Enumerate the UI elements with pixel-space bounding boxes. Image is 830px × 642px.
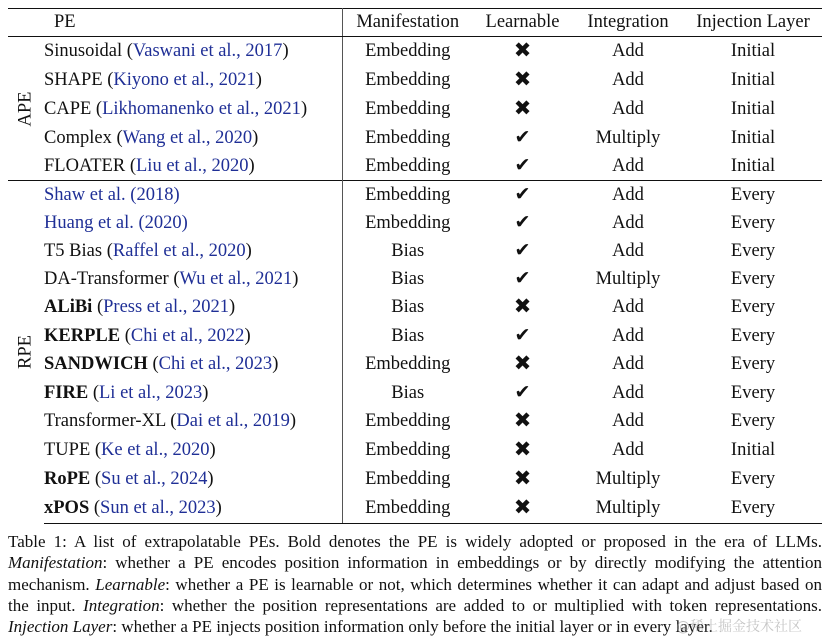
injection-layer-cell: Every xyxy=(730,469,776,489)
pe-name-cell: FLOATER (Liu et al., 2020) xyxy=(44,152,342,181)
citation-link[interactable]: Wang et al., 2020 xyxy=(122,127,253,148)
manifestation-cell: Embedding xyxy=(365,127,451,148)
table-row xyxy=(8,494,822,524)
injection-layer-cell: Every xyxy=(684,181,822,210)
table-row xyxy=(8,124,822,152)
citation-link[interactable]: Likhomanenko et al., 2021 xyxy=(102,99,301,119)
pe-name-cell xyxy=(44,209,342,237)
learnable-cell xyxy=(473,152,572,181)
learnable-cell xyxy=(473,124,572,152)
pe-name-cell: Transformer-XL (Dai et al., 2019) xyxy=(44,407,342,436)
pe-name: KERPLE xyxy=(44,325,121,346)
pe-name: FLOATER xyxy=(44,155,126,176)
cross-icon: ✖ xyxy=(513,495,532,519)
citation-link[interactable]: Dai et al., 2019 xyxy=(176,411,290,431)
pe-name-cell: RoPE (Su et al., 2024) xyxy=(44,465,342,494)
check-icon: ✔ xyxy=(514,324,531,346)
citation-link[interactable]: Li et al., 2023 xyxy=(99,382,203,403)
table-container xyxy=(8,8,822,524)
caption-learnable-term: Learnable xyxy=(95,574,166,594)
pe-name: T5 Bias xyxy=(44,240,103,261)
check-icon: ✔ xyxy=(514,239,531,261)
learnable-cell xyxy=(473,95,572,124)
check-icon: ✔ xyxy=(514,154,531,176)
injection-layer-cell: Every xyxy=(730,268,776,289)
header-integration: Integration xyxy=(572,9,684,37)
check-icon: ✔ xyxy=(514,211,531,233)
group-label: RPE xyxy=(15,335,36,370)
pe-name-cell: FIRE (Li et al., 2023) xyxy=(44,379,342,407)
cross-icon: ✖ xyxy=(513,96,532,120)
cross-icon: ✖ xyxy=(513,38,532,62)
pe-table xyxy=(8,8,822,524)
pe-name: TUPE xyxy=(44,440,91,460)
caption-injection-term: Injection Layer xyxy=(8,617,113,637)
learnable-cell xyxy=(473,265,572,293)
injection-layer-cell: Every xyxy=(684,494,822,524)
citation-link[interactable]: Vaswani et al., 2017 xyxy=(132,41,283,61)
integration-cell: Add xyxy=(612,440,644,460)
manifestation-cell: Embedding xyxy=(365,212,451,233)
learnable-cell xyxy=(473,66,572,95)
check-icon: ✔ xyxy=(514,267,531,289)
injection-layer-cell: Initial xyxy=(730,41,776,61)
group-cell xyxy=(8,37,44,181)
table-row xyxy=(8,95,822,124)
caption-integration-term: Integration xyxy=(83,595,160,615)
table-row xyxy=(8,237,822,265)
table-row xyxy=(8,350,822,379)
check-icon: ✔ xyxy=(514,183,531,205)
pe-name: SHAPE xyxy=(44,70,103,90)
cross-icon: ✖ xyxy=(513,466,532,490)
table-row xyxy=(8,407,822,436)
table-row xyxy=(8,66,822,95)
cross-icon: ✖ xyxy=(513,351,532,375)
pe-name-cell: SHAPE (Kiyono et al., 2021) xyxy=(44,66,342,95)
integration-cell: Multiply xyxy=(595,127,661,148)
pe-name-cell: SANDWICH (Chi et al., 2023) xyxy=(44,350,342,379)
manifestation-cell: Bias xyxy=(391,297,425,317)
learnable-cell xyxy=(473,350,572,379)
caption-lead: Table 1: A list of extrapolatable PEs. Bold denotes the PE is widely adopted or proposed in the era of LLMs. xyxy=(8,532,822,551)
caption-manifestation-text: : whether a PE encodes position information in embeddings or by directly modifying the attention mechanism. xyxy=(8,553,822,594)
integration-cell: Add xyxy=(612,41,644,61)
learnable-cell xyxy=(473,379,572,407)
pe-name-cell: TUPE (Ke et al., 2020) xyxy=(44,436,342,465)
table-row xyxy=(8,322,822,350)
citation-link[interactable]: Liu et al., 2020 xyxy=(136,155,249,176)
injection-layer-cell: Every xyxy=(730,240,776,261)
injection-layer-cell: Every xyxy=(730,354,776,374)
citation-link[interactable]: Huang et al. (2020) xyxy=(44,212,188,233)
injection-layer-cell: Initial xyxy=(730,440,776,460)
learnable-cell xyxy=(473,465,572,494)
injection-layer-cell: Initial xyxy=(730,70,776,90)
manifestation-cell: Embedding xyxy=(365,440,451,460)
integration-cell: Add xyxy=(612,411,644,431)
integration-cell: Add xyxy=(612,297,644,317)
group-cell xyxy=(8,181,44,524)
manifestation-cell: Bias xyxy=(391,268,425,289)
table-row xyxy=(8,379,822,407)
pe-name-cell: CAPE (Likhomanenko et al., 2021) xyxy=(44,95,342,124)
learnable-cell xyxy=(473,293,572,322)
citation-link[interactable]: Kiyono et al., 2021 xyxy=(113,70,256,90)
manifestation-cell: Embedding xyxy=(342,181,473,210)
pe-name: CAPE xyxy=(44,99,92,119)
citation-link[interactable]: Su et al., 2024 xyxy=(101,469,208,489)
cross-icon: ✖ xyxy=(513,294,532,318)
cross-icon: ✖ xyxy=(513,408,532,432)
cross-icon: ✖ xyxy=(513,437,532,461)
pe-name: SANDWICH xyxy=(44,354,148,374)
learnable-cell xyxy=(473,37,572,67)
manifestation-cell: Embedding xyxy=(365,354,451,374)
injection-layer-cell: Initial xyxy=(730,127,776,148)
integration-cell: Add xyxy=(612,70,644,90)
table-row xyxy=(8,152,822,181)
table-row xyxy=(8,293,822,322)
learnable-cell xyxy=(473,237,572,265)
pe-name: Transformer-XL xyxy=(44,411,166,431)
integration-cell: Multiply xyxy=(595,268,661,289)
pe-name: xPOS xyxy=(44,498,90,518)
pe-name: Complex xyxy=(44,127,112,148)
learnable-cell xyxy=(473,209,572,237)
injection-layer-cell: Every xyxy=(730,382,776,403)
citation-link[interactable]: Ke et al., 2020 xyxy=(101,440,210,460)
integration-cell: Add xyxy=(612,354,644,374)
citation-link[interactable]: Press et al., 2021 xyxy=(103,297,230,317)
pe-name-cell: Sinusoidal (Vaswani et al., 2017) xyxy=(44,37,342,67)
table-body xyxy=(8,37,822,524)
learnable-cell xyxy=(473,436,572,465)
citation-link[interactable]: Shaw et al. (2018) xyxy=(44,184,180,205)
manifestation-cell: Embedding xyxy=(342,494,473,524)
pe-name: ALiBi xyxy=(44,297,93,317)
caption-manifestation-term: Manifestation xyxy=(8,553,103,573)
manifestation-cell: Bias xyxy=(391,382,425,403)
pe-name-cell xyxy=(44,181,342,210)
learnable-cell xyxy=(473,322,572,350)
table-row xyxy=(8,265,822,293)
pe-name: RoPE xyxy=(44,469,91,489)
learnable-cell xyxy=(473,181,572,210)
header-learnable: Learnable xyxy=(473,9,572,37)
integration-cell: Add xyxy=(612,325,644,346)
caption-injection-text: : whether a PE injects position information only before the initial layer or in every layer. xyxy=(112,617,713,637)
integration-cell: Add xyxy=(612,382,644,403)
integration-cell: Add xyxy=(612,155,644,176)
injection-layer-cell: Every xyxy=(730,212,776,233)
table-row xyxy=(8,436,822,465)
integration-cell: Multiply xyxy=(595,469,661,489)
table-row xyxy=(8,37,822,67)
pe-name-cell: DA-Transformer (Wu et al., 2021) xyxy=(44,265,342,293)
header-injection-layer: Injection Layer xyxy=(684,9,822,37)
citation-link[interactable]: Sun et al., 2023 xyxy=(100,498,216,518)
learnable-cell xyxy=(473,407,572,436)
check-icon: ✔ xyxy=(514,381,531,403)
integration-cell: Add xyxy=(612,212,644,233)
pe-name: DA-Transformer xyxy=(44,268,169,289)
table-row xyxy=(8,465,822,494)
integration-cell: Add xyxy=(572,181,684,210)
integration-cell: Multiply xyxy=(572,494,684,524)
cross-icon: ✖ xyxy=(513,67,532,91)
manifestation-cell: Embedding xyxy=(365,411,451,431)
manifestation-cell: Embedding xyxy=(365,41,451,61)
citation-link[interactable]: Chi et al., 2022 xyxy=(130,325,245,346)
header-row xyxy=(8,9,822,37)
integration-cell: Add xyxy=(612,240,644,261)
injection-layer-cell: Every xyxy=(730,411,776,431)
header-manifestation: Manifestation xyxy=(342,9,473,37)
manifestation-cell: Embedding xyxy=(365,99,451,119)
table-row xyxy=(8,181,822,210)
learnable-cell xyxy=(473,494,572,524)
pe-name-cell: T5 Bias (Raffel et al., 2020) xyxy=(44,237,342,265)
citation-link[interactable]: Chi et al., 2023 xyxy=(158,354,273,374)
pe-name-cell: xPOS (Sun et al., 2023) xyxy=(44,494,342,524)
citation-link[interactable]: Raffel et al., 2020 xyxy=(112,240,246,261)
table-row xyxy=(8,209,822,237)
manifestation-cell: Embedding xyxy=(365,70,451,90)
pe-name: Sinusoidal xyxy=(44,41,123,61)
manifestation-cell: Bias xyxy=(391,325,425,346)
pe-name-cell: ALiBi (Press et al., 2021) xyxy=(44,293,342,322)
header-group-spacer xyxy=(8,9,44,37)
manifestation-cell: Embedding xyxy=(365,155,451,176)
caption-integration-text: : whether the position representations are added to or multiplied with token representations. xyxy=(159,595,822,615)
injection-layer-cell: Initial xyxy=(730,99,776,119)
group-label: APE xyxy=(15,91,36,126)
pe-name-cell: KERPLE (Chi et al., 2022) xyxy=(44,322,342,350)
integration-cell: Add xyxy=(612,99,644,119)
injection-layer-cell: Initial xyxy=(730,155,776,176)
check-icon: ✔ xyxy=(514,126,531,148)
pe-name: FIRE xyxy=(44,382,89,403)
injection-layer-cell: Every xyxy=(730,297,776,317)
manifestation-cell: Embedding xyxy=(365,469,451,489)
injection-layer-cell: Every xyxy=(730,325,776,346)
citation-link[interactable]: Wu et al., 2021 xyxy=(179,268,293,289)
manifestation-cell: Bias xyxy=(391,240,425,261)
pe-name-cell: Complex (Wang et al., 2020) xyxy=(44,124,342,152)
caption-learnable-text: : whether a PE is learnable or not, which determines whether it can adapt and adjust based on the input. xyxy=(8,574,823,615)
watermark: @稀土掘金技术社区 xyxy=(676,619,802,635)
header-pe: PE xyxy=(44,9,342,37)
